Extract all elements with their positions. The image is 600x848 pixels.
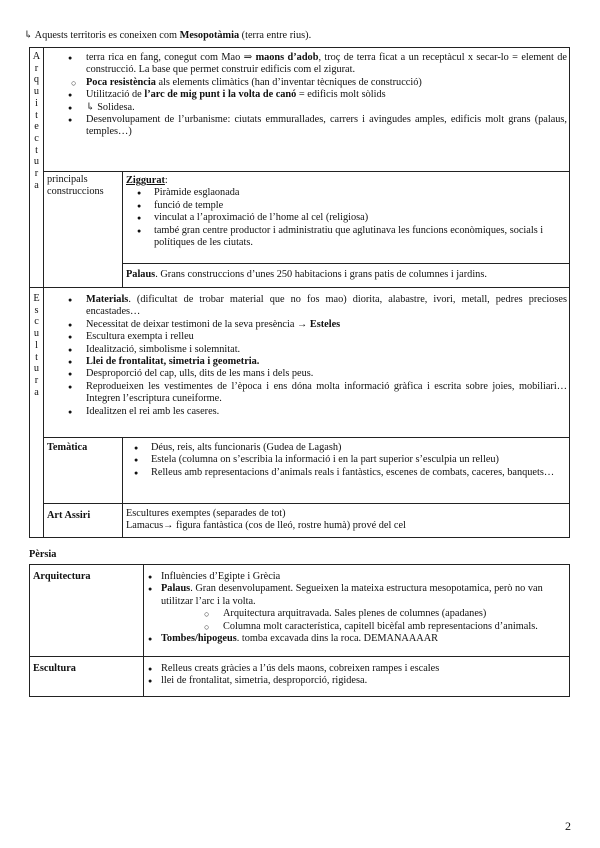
principals-construccions-label: principals construccions	[44, 172, 123, 288]
list-item: ● també gran centre productor i administratiu que aglutinava les funcions econòmiques, socials i polítiques de les ciutats.	[126, 225, 567, 250]
tematica-label: Temàtica	[44, 438, 123, 504]
tematica-cell	[123, 438, 570, 504]
persia-escultura-label: Escultura	[30, 657, 144, 697]
palaus-title: Palaus	[126, 269, 156, 280]
ziggurat-title: Ziggurat	[126, 175, 165, 186]
list-item: ● Escultura exempta i relleu	[44, 331, 567, 343]
escultura-bullets-cell	[44, 288, 570, 438]
page-number: 2	[565, 819, 571, 833]
list-item: ○ Poca resistència als elements climàtics (han d’inventar tècniques de construcció)	[44, 77, 567, 89]
palaus-text: . Grans construccions d’unes 250 habitacions i grans patis de columnes i jardins.	[155, 269, 487, 280]
list-item: ● vinculat a l’aproximació de l’home al cel (religiosa)	[126, 212, 567, 224]
escultura-vertical-label: E s c u l t u r a	[30, 288, 44, 538]
list-item: ● Desenvolupament de l’urbanisme: ciutats emmurallades, carrers i avingudes amples, edificis molt grans (palaus, temples…)	[44, 114, 567, 139]
persia-arquitectura-label: Arquitectura	[30, 565, 144, 657]
list-item: ○ Columna molt característica, capitell bicèfal amb representacions d’animals.	[144, 621, 565, 633]
list-item: ● Déus, reis, alts funcionaris (Gudea de Lagash)	[123, 442, 567, 454]
list-item: ● ↳ Solidesa.	[44, 102, 567, 114]
art-assiri-line: Escultures exemptes (separades de tot)	[126, 508, 286, 519]
list-item: ● Idealitzen el rei amb les caseres.	[44, 406, 567, 418]
intro-bold: Mesopotàmia	[179, 30, 240, 41]
persia-heading: Pèrsia	[29, 549, 57, 560]
art-assiri-cell	[123, 504, 570, 538]
list-item: ● Reprodueixen les vestimentes de l’època i ens dóna molta informació gràfica i escrita sobre joies, mobiliari… Integren l’escriptura cuneiforme.	[44, 381, 567, 406]
intro-prefix: ↳ Aquests territoris es coneixen com	[24, 30, 180, 41]
list-item: ● Idealització, simbolisme i solemnitat.	[44, 344, 567, 356]
palaus-cell	[123, 264, 570, 288]
list-item: ● Desproporció del cap, ulls, dits de les mans i dels peus.	[44, 368, 567, 380]
art-assiri-line: Lamacus→ figura fantàstica (cos de lleó, rostre humà) prové del cel	[126, 520, 406, 532]
list-item: ○ Arquitectura arquitravada. Sales plenes de columnes (apadanes)	[144, 608, 565, 620]
mesopotamia-table	[29, 47, 570, 538]
list-item: ● Llei de frontalitat, simetria i geometria.	[44, 356, 567, 368]
list-item: ● Estela (columna on s’escribia la informació i en la part superior s’esculpia un relleu)	[123, 454, 567, 466]
persia-arquitectura-cell	[144, 565, 570, 657]
list-item: ● Relleus creats gràcies a l’ús dels maons, cobreixen rampes i escales	[144, 663, 565, 675]
list-item: ● Palaus. Gran desenvolupament. Segueixen la mateixa estructura mesopotamica, però no van utilitzar l’arc i la volta.	[144, 583, 565, 608]
list-item: ● llei de frontalitat, simetria, desproporció, rigidesa.	[144, 675, 565, 687]
arquitectura-vertical-label: A r q u i t e c t u r a	[30, 48, 44, 288]
intro-suffix: (terra entre rius).	[239, 30, 312, 41]
list-item: ● Utilització de l’arc de mig punt i la volta de canó = edificis molt sòlids	[44, 89, 567, 101]
list-item: ● Materials. (dificultat de trobar material que no fos mao) diorita, alabastre, ivori, metall, pedres precioses encastades…	[44, 294, 567, 319]
ziggurat-cell: Ziggurat: ● Piràmide esglaonada ● funció de temple ● vinculat a l’aproximació de l’home al cel (religiosa) ● també gran centre productor i administratiu que aglutinava les funcions econòmiques, socials i polítiques de les ciutats.	[123, 172, 570, 264]
list-item: ● Necessitat de deixar testimoni de la seva presència → Esteles	[44, 319, 567, 331]
list-item: ● terra rica en fang, conegut com Mao ⇒ maons d’adob, troç de terra ficat a un receptàcul x secar-lo = element de construcció. La base que permet construir edificis com el zigurat.	[44, 52, 567, 77]
intro-line	[24, 30, 574, 42]
art-assiri-label: Art Assiri	[44, 504, 123, 538]
list-item: ● Influències d’Egipte i Grècia	[144, 571, 565, 583]
list-item: ● Piràmide esglaonada	[126, 187, 567, 199]
list-item: ● Relleus amb representacions d’animals reals i fantàstics, escenes de combats, caceres, banquets…	[123, 467, 567, 479]
persia-escultura-cell	[144, 657, 570, 697]
arquitectura-bullets-cell	[44, 48, 570, 172]
persia-table	[29, 564, 570, 697]
list-item: ● Tombes/hipogeus. tomba excavada dins la roca. DEMANAAAAR	[144, 633, 565, 645]
list-item: ● funció de temple	[126, 200, 567, 212]
